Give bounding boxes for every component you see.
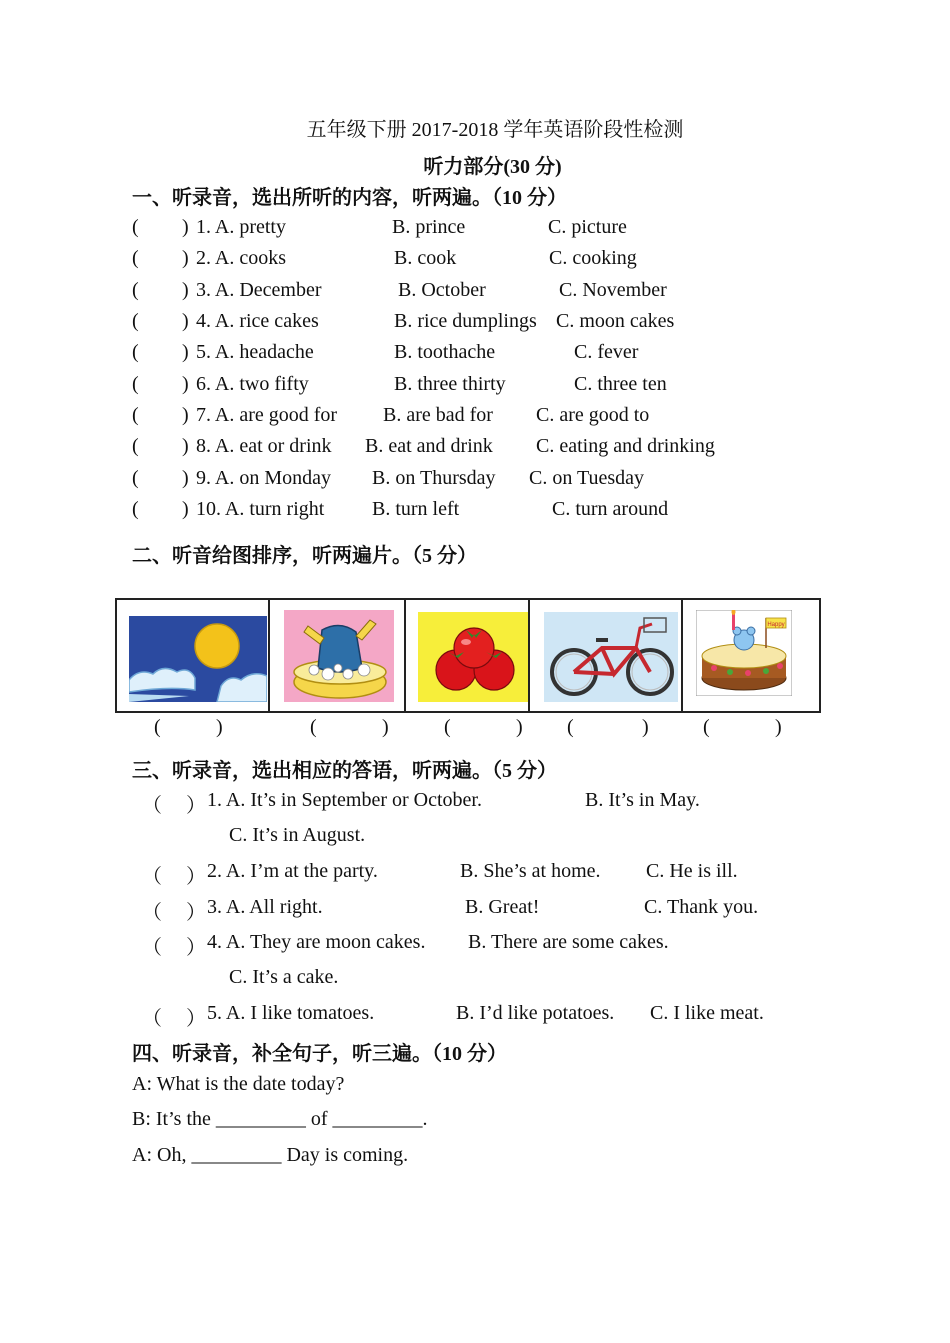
answer-paren[interactable]: （ [142,937,162,959]
order-answer-5-close: ) [775,716,782,738]
order-answer-2[interactable]: ( [310,716,317,738]
order-answer-1[interactable]: ( [154,716,161,738]
option-a: 5. A. I like tomatoes. [207,1002,375,1024]
option-b: B. It’s in May. [585,789,700,811]
answer-paren-close: ) [182,216,189,238]
section2-heading: 二、听音给图排序，听两遍片。（5 分） [132,545,477,567]
option-b: B. There are some cakes. [468,931,669,953]
option-c: C. moon cakes [556,310,675,332]
option-b: B. are bad for [383,404,493,426]
option-c: C. I like meat. [650,1002,764,1024]
answer-paren[interactable]: ( [132,435,139,457]
answer-paren-close: ) [182,247,189,269]
picture-panel-4 [528,598,685,713]
option-b: B. She’s at home. [460,860,601,882]
section1-heading: 一、听录音，选出所听的内容，听两遍。（10 分） [132,187,567,209]
option-b: B. turn left [372,498,460,520]
answer-paren-close: ） [186,937,206,959]
answer-paren-close: ) [182,341,189,363]
option-b: B. October [398,279,486,301]
moon-clouds-icon [129,616,267,702]
option-b: B. three thirty [394,373,506,395]
option-c: C. He is ill. [646,860,738,882]
option-c: C. on Tuesday [529,467,645,489]
option-a: 9. A. on Monday [196,467,331,489]
option-c: C. fever [574,341,639,363]
option-a: 5. A. headache [196,341,314,363]
answer-paren-close: ） [186,902,206,924]
answer-paren-close: ） [186,866,206,888]
order-answer-5[interactable]: ( [703,716,710,738]
answer-paren[interactable]: ( [132,310,139,332]
picture-panel-5 [681,598,821,713]
answer-paren[interactable]: （ [142,1008,162,1030]
answer-paren[interactable]: ( [132,404,139,426]
answer-paren-close: ) [182,404,189,426]
birthday-cake-icon [696,610,792,696]
answer-paren[interactable]: ( [132,247,139,269]
option-c: C. It’s in August. [229,824,366,846]
option-a: 10. A. turn right [196,498,325,520]
option-a: 4. A. They are moon cakes. [207,931,426,953]
option-c: C. three ten [574,373,667,395]
option-a: 8. A. eat or drink [196,435,332,457]
order-answer-4-close: ) [642,716,649,738]
option-c: C. November [559,279,667,301]
answer-paren[interactable]: （ [142,866,162,888]
dialogue-line-2[interactable]: B: It’s the _________ of _________. [132,1108,428,1130]
answer-paren[interactable]: ( [132,279,139,301]
option-b: B. toothache [394,341,496,363]
answer-paren[interactable]: （ [142,902,162,924]
option-b: B. prince [392,216,466,238]
answer-paren[interactable]: ( [132,467,139,489]
option-c: C. turn around [552,498,669,520]
answer-paren[interactable]: （ [142,795,162,817]
option-c: C. are good to [536,404,650,426]
option-c: C. It’s a cake. [229,966,339,988]
answer-paren[interactable]: ( [132,373,139,395]
option-b: B. cook [394,247,457,269]
washing-clothes-icon [284,610,394,702]
option-a: 2. A. I’m at the party. [207,860,378,882]
option-a: 1. A. It’s in September or October. [207,789,482,811]
option-a: 7. A. are good for [196,404,338,426]
order-answer-2-close: ) [382,716,389,738]
order-answer-1-close: ) [216,716,223,738]
answer-paren-close: ) [182,279,189,301]
option-b: B. eat and drink [365,435,493,457]
option-b: B. Great! [465,896,540,918]
dialogue-line-1: A: What is the date today? [132,1073,345,1095]
option-c: C. Thank you. [644,896,759,918]
answer-paren-close: ) [182,373,189,395]
order-answer-3-close: ) [516,716,523,738]
answer-paren-close: ） [186,1008,206,1030]
answer-paren-close: ) [182,467,189,489]
order-answer-4[interactable]: ( [567,716,574,738]
tomatoes-icon [418,612,530,702]
option-a: 2. A. cooks [196,247,286,269]
bicycle-icon [544,612,678,702]
page-subtitle: 听力部分(30 分) [423,156,562,178]
option-b: B. I’d like potatoes. [456,1002,615,1024]
answer-paren[interactable]: ( [132,341,139,363]
cake-flag-text: Happy [767,622,785,628]
answer-paren[interactable]: ( [132,216,139,238]
option-b: B. on Thursday [372,467,496,489]
section3-heading: 三、听录音，选出相应的答语，听两遍。（5 分） [132,760,557,782]
option-c: C. picture [548,216,627,238]
answer-paren-close: ) [182,435,189,457]
option-a: 3. A. All right. [207,896,323,918]
answer-paren-close: ) [182,498,189,520]
page-title: 五年级下册 2017-2018 学年英语阶段性检测 [306,119,684,141]
option-c: C. eating and drinking [536,435,715,457]
option-a: 6. A. two fifty [196,373,309,395]
order-answer-3[interactable]: ( [444,716,451,738]
section4-heading: 四、听录音，补全句子，听三遍。（10 分） [132,1043,507,1065]
option-a: 3. A. December [196,279,322,301]
answer-paren[interactable]: ( [132,498,139,520]
dialogue-line-3[interactable]: A: Oh, _________ Day is coming. [132,1144,409,1166]
option-b: B. rice dumplings [394,310,537,332]
picture-panel-1 [115,598,271,713]
option-a: 4. A. rice cakes [196,310,319,332]
picture-panel-3 [404,598,532,713]
answer-paren-close: ) [182,310,189,332]
picture-panel-2 [268,598,406,713]
option-c: C. cooking [549,247,637,269]
option-a: 1. A. pretty [196,216,286,238]
answer-paren-close: ） [186,795,206,817]
